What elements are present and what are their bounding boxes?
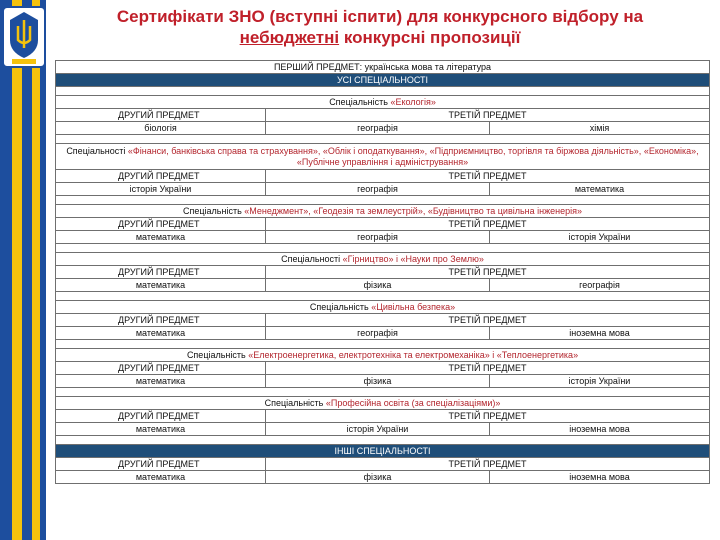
specialty-text: Спеціальності (66, 145, 128, 156)
third-subject-a: географія (266, 183, 490, 196)
third-subject-label: ТРЕТІЙ ПРЕДМЕТ (266, 410, 710, 423)
specialty-text: «Електроенергетика, електротехніка та електромеханіка» і «Теплоенергетика» (248, 349, 579, 360)
third-subject-b: математика (490, 183, 710, 196)
table-cell (56, 436, 710, 445)
second-subject-label: ДРУГИЙ ПРЕДМЕТ (56, 458, 266, 471)
specialty-text: «Професійна освіта (за спеціалізаціями)» (325, 397, 501, 408)
specialty-text: Спеціальність (183, 205, 245, 216)
exam-table (55, 60, 710, 484)
second-subject-label: ДРУГИЙ ПРЕДМЕТ (56, 266, 266, 279)
all-specialties-header: УСІ СПЕЦІАЛЬНОСТІ (56, 74, 710, 87)
second-subject: математика (56, 375, 266, 388)
third-subject-a: географія (266, 231, 490, 244)
third-subject-a: фізика (266, 375, 490, 388)
table-cell (56, 135, 710, 144)
specialty-text: «Менеджмент», «Геодезія та землеустрій», «Будівництво та цивільна інженерія» (244, 205, 582, 216)
title-line-2 (60, 27, 700, 48)
third-subject-a: фізика (266, 279, 490, 292)
specialty-row (56, 253, 710, 266)
specialty-text: «Екологія» (390, 96, 436, 107)
specialty-text: Спеціальності (281, 253, 343, 264)
second-subject: історія України (56, 183, 266, 196)
specialty-text: «Цивільна безпека» (371, 301, 456, 312)
third-subject-label: ТРЕТІЙ ПРЕДМЕТ (266, 218, 710, 231)
table-cell (56, 87, 710, 96)
page-title (60, 6, 700, 48)
specialty-text: Спеціальність (309, 301, 372, 312)
side-stripes (0, 0, 48, 540)
specialty-row (56, 144, 710, 170)
first-subject-row: ПЕРШИЙ ПРЕДМЕТ: українська мова та література (56, 61, 710, 74)
second-subject: математика (56, 327, 266, 340)
third-subject-a: географія (266, 122, 490, 135)
second-subject-label: ДРУГИЙ ПРЕДМЕТ (56, 170, 266, 183)
second-subject-label: ДРУГИЙ ПРЕДМЕТ (56, 218, 266, 231)
second-subject: математика (56, 279, 266, 292)
specialty-text: «Фінанси, банківська справа та страхування», «Облік і оподаткування», «Підприємництво, торгівля та біржова діяльність», «Економіка», «Публічне управління і адміністрування» (127, 145, 699, 167)
third-subject-label: ТРЕТІЙ ПРЕДМЕТ (266, 362, 710, 375)
specialty-text: Спеціальність (329, 96, 391, 107)
table-cell (56, 292, 710, 301)
second-subject-label: ДРУГИЙ ПРЕДМЕТ (56, 314, 266, 327)
specialty-text: «Гірництво» і «Науки про Землю» (342, 253, 484, 264)
third-subject-label: ТРЕТІЙ ПРЕДМЕТ (266, 109, 710, 122)
third-subject-a: географія (266, 327, 490, 340)
third-subject-b: географія (490, 279, 710, 292)
specialty-row (56, 397, 710, 410)
specialty-text: Спеціальність (264, 397, 326, 408)
table-cell (56, 388, 710, 397)
third-subject-a: фізика (266, 471, 490, 484)
third-subject-a: історія України (266, 423, 490, 436)
title-line-2-rest: конкурсні пропозиції (339, 28, 521, 47)
table-cell (56, 340, 710, 349)
second-subject: біологія (56, 122, 266, 135)
specialty-text: Спеціальність (186, 349, 249, 360)
other-specialties-header: ІНШІ СПЕЦІАЛЬНОСТІ (56, 445, 710, 458)
specialty-row (56, 96, 710, 109)
second-subject-label: ДРУГИЙ ПРЕДМЕТ (56, 362, 266, 375)
specialty-row (56, 205, 710, 218)
second-subject-label: ДРУГИЙ ПРЕДМЕТ (56, 109, 266, 122)
third-subject-b: історія України (490, 375, 710, 388)
third-subject-b: іноземна мова (490, 327, 710, 340)
third-subject-label: ТРЕТІЙ ПРЕДМЕТ (266, 170, 710, 183)
specialty-row (56, 301, 710, 314)
third-subject-label: ТРЕТІЙ ПРЕДМЕТ (266, 458, 710, 471)
table-cell (56, 196, 710, 205)
university-logo (2, 6, 46, 68)
second-subject: математика (56, 231, 266, 244)
third-subject-label: ТРЕТІЙ ПРЕДМЕТ (266, 266, 710, 279)
third-subject-b: історія України (490, 231, 710, 244)
second-subject-label: ДРУГИЙ ПРЕДМЕТ (56, 410, 266, 423)
third-subject-b: хімія (490, 122, 710, 135)
table-cell (56, 244, 710, 253)
second-subject: математика (56, 471, 266, 484)
third-subject-label: ТРЕТІЙ ПРЕДМЕТ (266, 314, 710, 327)
third-subject-b: іноземна мова (490, 423, 710, 436)
second-subject: математика (56, 423, 266, 436)
specialty-row (56, 349, 710, 362)
title-line-1: Сертифікати ЗНО (вступні іспити) для конкурсного відбору на (116, 7, 644, 26)
title-underlined-word: небюджетні (239, 28, 340, 47)
third-subject-b: іноземна мова (490, 471, 710, 484)
